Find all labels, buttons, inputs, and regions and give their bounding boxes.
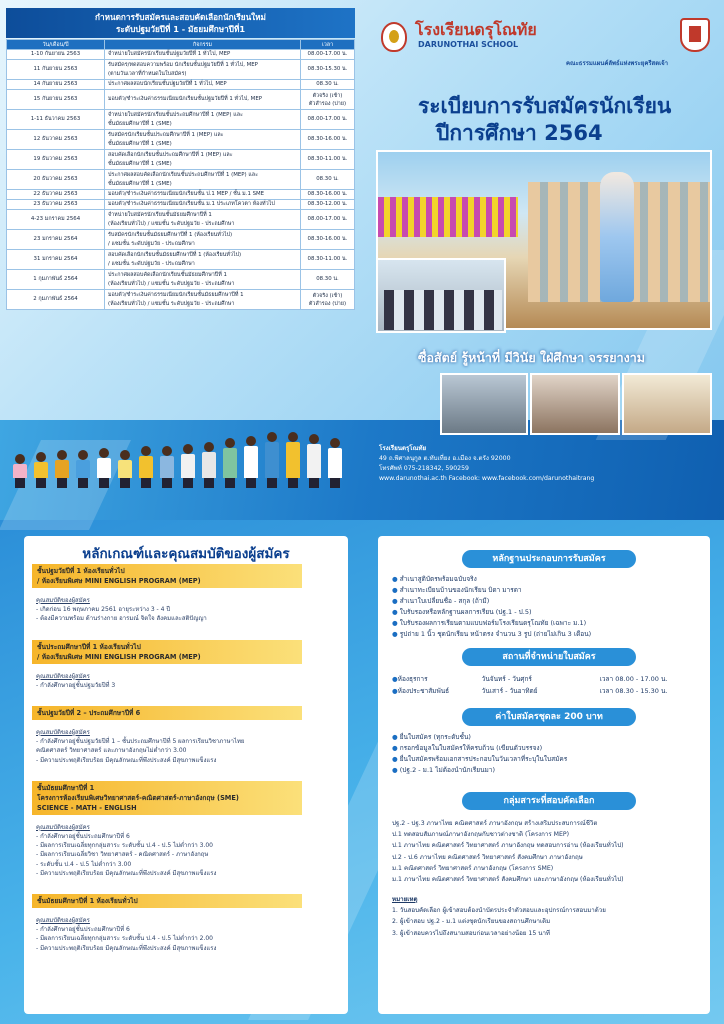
student-legs bbox=[57, 478, 67, 488]
schedule-time bbox=[301, 230, 355, 250]
activity-line: (ห้องเรียนทั่วไป) / แซมชั้น ระดับปฐมวัย - ประถมศึกษา bbox=[108, 280, 235, 287]
evidence-text: สำเนาทะเบียนบ้านของนักเรียน บิดา มารดา bbox=[399, 586, 522, 594]
student-head bbox=[57, 450, 67, 460]
schedule-time bbox=[301, 170, 355, 190]
student-legs bbox=[36, 478, 46, 488]
student-head bbox=[99, 448, 109, 458]
schedule-time bbox=[301, 90, 355, 110]
student-body bbox=[55, 460, 69, 478]
activity-line: จำหน่ายใบสมัครนักเรียนชั้นประถมศึกษาปีที่ 1 (MEP) และ bbox=[108, 111, 243, 118]
time-line: 08.30-16.00 น. bbox=[307, 136, 348, 142]
student-legs bbox=[141, 478, 151, 488]
activity-line: ชั้นมัธยมศึกษาปีที่ 1 (SME) bbox=[108, 140, 172, 147]
bullet-icon: ● bbox=[392, 608, 400, 616]
contact-web[interactable]: www.darunothai.ac.th Facebook: www.facebook.com/darunothaitrang bbox=[379, 475, 595, 482]
bullet-icon: ● bbox=[392, 586, 400, 594]
subjects-title: กลุ่มสาระที่สอบคัดเลือก bbox=[462, 792, 636, 810]
qualification-item: - ระดับชั้น ป.4 - ป.5 ไม่ต่ำกว่า 3.00 bbox=[36, 860, 132, 868]
qualification-list bbox=[36, 823, 216, 878]
subject-item: ป.2 - ป.6 ภาษาไทย คณิตศาสตร์ วิทยาศาสตร์ สังคมศึกษา ภาษาอังกฤษ bbox=[392, 853, 583, 861]
student-legs bbox=[288, 478, 298, 488]
activity-line: (ตามวันเวลาที่กำหนดในใบสมัคร) bbox=[108, 70, 187, 77]
schedule-row bbox=[7, 170, 355, 190]
statue bbox=[600, 172, 634, 302]
evidence-item bbox=[392, 596, 591, 607]
criteria-panel bbox=[24, 536, 348, 1014]
schedule-activity bbox=[105, 210, 301, 230]
schedule-activity bbox=[105, 230, 301, 250]
qualification-item: - มีผลการเรียนเฉลี่ยทุกกลุ่มสาระ ระดับชั้น ป.4 - ป.5 ไม่ต่ำกว่า 3.00 bbox=[36, 842, 213, 850]
subject-item: ม.1 คณิตศาสตร์ วิทยาศาสตร์ ภาษาอังกฤษ (โครงการ SME) bbox=[392, 864, 554, 872]
schedule-title bbox=[6, 8, 355, 38]
crest-logo-icon bbox=[680, 18, 710, 52]
schedule-row bbox=[7, 80, 355, 90]
student-figure bbox=[306, 434, 322, 488]
schedule-date: 31 มกราคม 2564 bbox=[7, 250, 105, 270]
schedule-time bbox=[301, 130, 355, 150]
qualification-label: คุณสมบัติของผู้สมัคร bbox=[36, 917, 90, 924]
student-legs bbox=[246, 478, 256, 488]
schedule-time bbox=[301, 60, 355, 80]
schedule-time bbox=[301, 50, 355, 60]
activity-line: มอบตัว/ชำระเงินค่าธรรมเนียมนักเรียนชั้น ม.1 ประเภทโควตา ห้องทั่วไป bbox=[108, 201, 275, 207]
fee-item bbox=[392, 732, 567, 743]
schedule-date: 23 มกราคม 2564 bbox=[7, 230, 105, 250]
student-head bbox=[246, 436, 256, 446]
activity-line: ชั้นมัธยมศึกษาปีที่ 1 (SME) bbox=[108, 180, 172, 187]
schedule-activity bbox=[105, 250, 301, 270]
time-line: 08.30-11.00 น. bbox=[307, 256, 348, 262]
student-figure bbox=[117, 450, 133, 488]
evidence-item bbox=[392, 618, 591, 629]
time-line: 08.30-15.30 น. bbox=[307, 66, 348, 72]
qualification-item: - มีความประพฤติเรียบร้อย มีคุณลักษณะที่พึงประสงค์ มีสุขภาพแข็งแรง bbox=[36, 756, 217, 764]
col-header-activity: กิจกรรม bbox=[105, 40, 301, 50]
student-body bbox=[307, 444, 321, 478]
student-legs bbox=[78, 478, 88, 488]
student-body bbox=[202, 452, 216, 478]
schedule-activity bbox=[105, 60, 301, 80]
schedule-row bbox=[7, 230, 355, 250]
schedule-activity bbox=[105, 150, 301, 170]
qualification-label: คุณสมบัติของผู้สมัคร bbox=[36, 597, 90, 604]
student-head bbox=[330, 438, 340, 448]
headline-line1: ระเบียบการรับสมัครนักเรียน bbox=[418, 94, 672, 118]
bullet-icon: ● bbox=[392, 687, 398, 695]
schedule-row bbox=[7, 110, 355, 130]
activity-line: ชั้นมัธยมศึกษาปีที่ 1 (SME) bbox=[108, 160, 172, 167]
time-line: ตัวจริง (เช้า) bbox=[312, 292, 343, 299]
level-line: ชั้นประถมศึกษาปีที่ 1 ห้องเรียนทั่วไป bbox=[37, 642, 141, 651]
sales-time: เวลา 08.00 - 17.00 น. bbox=[599, 675, 668, 683]
schedule-title-line1: กำหนดการรับสมัครและสอบคัดเลือกนักเรียนใหม่ bbox=[95, 12, 266, 22]
activity-line: สอบคัดเลือกนักเรียนชั้นมัธยมศึกษาปีที่ 1 (ห้องเรียนทั่วไป) bbox=[108, 251, 242, 258]
sales-row bbox=[392, 674, 692, 684]
student-figure bbox=[222, 438, 238, 488]
subject-item: ม.1 ภาษาไทย คณิตศาสตร์ วิทยาศาสตร์ สังคมศึกษา และภาษาอังกฤษ (ห้องเรียนทั่วไป) bbox=[392, 876, 624, 884]
fee-title: ค่าใบสมัครชุดละ 200 บาท bbox=[462, 708, 636, 726]
schedule-date: 1-10 กันยายน 2563 bbox=[7, 50, 105, 60]
student-legs bbox=[183, 478, 193, 488]
level-line: ชั้นมัธยมศึกษาปีที่ 1 bbox=[37, 783, 95, 792]
classroom-photo bbox=[440, 373, 528, 435]
schedule-activity bbox=[105, 90, 301, 110]
activity-line: จำหน่ายใบสมัครนักเรียนชั้นมัธยมศึกษาปีที่ 1 bbox=[108, 211, 212, 218]
qualification-item: คณิตศาสตร์ วิทยาศาสตร์ และภาษาอังกฤษไม่ต่ำกว่า 3.00 bbox=[36, 747, 187, 755]
schedule-activity bbox=[105, 110, 301, 130]
qualification-item: - กำลังศึกษาอยู่ชั้นปฐมวัยปีที่ 1 – ชั้นประถมศึกษาปีที่ 5 ผลการเรียนวิชาภาษาไทย bbox=[36, 738, 245, 746]
subject-item: ป.1 ภาษาไทย คณิตศาสตร์ วิทยาศาสตร์ ภาษาอังกฤษ ทดสอบการอ่าน (ห้องเรียนทั่วไป) bbox=[392, 842, 624, 850]
fee-text: กรอกข้อมูลในใบสมัครให้ครบถ้วน (เขียนตัวบรรจง) bbox=[399, 744, 543, 752]
student-body bbox=[160, 456, 174, 478]
students-photo bbox=[12, 428, 352, 488]
activity-line: รับสมัครนักเรียนชั้นประถมศึกษาปีที่ 1 (MEP) และ bbox=[108, 131, 224, 138]
qualification-item: - กำลังศึกษาอยู่ชั้นประถมศึกษาปีที่ 6 bbox=[36, 926, 130, 934]
sales-time: เวลา 08.30 - 15.30 น. bbox=[599, 687, 668, 695]
qualification-list bbox=[36, 916, 216, 953]
qualification-item: - เกิดก่อน 16 พฤษภาคม 2561 อายุระหว่าง 3 - 4 ปี bbox=[36, 606, 171, 614]
subject-item: ปฐ.2 - ปฐ.3 ภาษาไทย คณิตศาสตร์ ภาษาอังกฤษ สร้างเสริมประสบการณ์ชีวิต bbox=[392, 820, 598, 827]
time-line: ตัวสำรอง (บ่าย) bbox=[308, 300, 347, 307]
evidence-text: สำเนาสูติบัตรพร้อมฉบับจริง bbox=[399, 575, 477, 583]
evidence-text: ใบรับรองหรือหลักฐานผลการเรียน (ปฐ.1 - ป.5) bbox=[399, 608, 532, 616]
schedule-activity bbox=[105, 80, 301, 90]
schedule-time bbox=[301, 290, 355, 310]
time-line: 08.00-17.00 น. bbox=[307, 116, 348, 122]
time-line: 08.30-16.00 น. bbox=[307, 236, 348, 242]
schedule-time bbox=[301, 190, 355, 200]
level-line: ชั้นมัธยมศึกษาปีที่ 1 ห้องเรียนทั่วไป bbox=[37, 897, 138, 905]
student-legs bbox=[309, 478, 319, 488]
sales-days: วันเสาร์ - วันอาทิตย์ bbox=[481, 687, 538, 695]
level-line: / ห้องเรียนพิเศษ MINI ENGLISH PROGRAM (MEP) bbox=[37, 577, 201, 585]
schedule-time bbox=[301, 150, 355, 170]
note-item: 2. ผู้เข้าสอบ ปฐ.2 - ม.1 แต่งชุดนักเรียนของสถานศึกษาเดิม bbox=[392, 918, 551, 926]
student-figure bbox=[54, 450, 70, 488]
fee-item bbox=[392, 765, 567, 776]
student-body bbox=[223, 448, 237, 478]
student-body bbox=[13, 464, 27, 478]
schedule-row bbox=[7, 200, 355, 210]
schedule-date: 4-23 มกราคม 2564 bbox=[7, 210, 105, 230]
schedule-row bbox=[7, 150, 355, 170]
student-body bbox=[286, 442, 300, 478]
student-body bbox=[34, 462, 48, 478]
school-motto: ซื่อสัตย์ รู้หน้าที่ มีวินัย ใฝ่ศึกษา จรรยางาม bbox=[418, 350, 646, 365]
schedule-panel bbox=[6, 8, 355, 310]
qualification-list bbox=[36, 596, 207, 624]
schedule-activity bbox=[105, 170, 301, 190]
schedule-activity bbox=[105, 130, 301, 150]
contact-address: 49 ถ.พิศาลนุกูล ต.ทับเที่ยง อ.เมือง จ.ตรัง 92000 bbox=[379, 455, 511, 462]
time-line: 08.00-17.00 น. bbox=[307, 216, 348, 222]
student-body bbox=[328, 448, 342, 478]
headline-line2: ปีการศึกษา 2564 bbox=[436, 121, 603, 145]
student-body bbox=[118, 460, 132, 478]
level-bar bbox=[32, 781, 302, 815]
note-item: 1. วันสอบคัดเลือก ผู้เข้าสอบต้องนำบัตรประจำตัวสอบและอุปกรณ์การสอบมาด้วย bbox=[392, 907, 606, 915]
bullet-icon: ● bbox=[392, 733, 400, 741]
schedule-time bbox=[301, 270, 355, 290]
time-line: 08.30 น. bbox=[316, 81, 339, 87]
schedule-date: 20 ธันวาคม 2563 bbox=[7, 170, 105, 190]
school-logo-icon bbox=[381, 22, 407, 52]
student-legs bbox=[330, 478, 340, 488]
schedule-activity bbox=[105, 50, 301, 60]
student-body bbox=[76, 460, 90, 478]
notes-list bbox=[392, 894, 606, 939]
student-figure bbox=[12, 454, 28, 488]
student-head bbox=[267, 432, 277, 442]
student-head bbox=[225, 438, 235, 448]
religious-order-label: คณะธรรมแผนค์ลัพธ์แห่งพระยุครีสตเจ้า bbox=[566, 60, 669, 67]
activity-line: ประกาศผลสอบคัดเลือกนักเรียนชั้นประถมศึกษาปีที่ 1 (MEP) และ bbox=[108, 171, 258, 178]
student-legs bbox=[225, 478, 235, 488]
student-head bbox=[288, 432, 298, 442]
student-legs bbox=[99, 478, 109, 488]
evidence-list bbox=[392, 574, 591, 640]
student-figure bbox=[96, 448, 112, 488]
schedule-date: 11 กันยายน 2563 bbox=[7, 60, 105, 80]
level-line: / ห้องเรียนพิเศษ MINI ENGLISH PROGRAM (MEP) bbox=[37, 652, 201, 661]
student-figure bbox=[75, 450, 91, 488]
student-head bbox=[204, 442, 214, 452]
fee-item bbox=[392, 754, 567, 765]
computer-lab-photo bbox=[376, 258, 506, 333]
student-figure bbox=[285, 432, 301, 488]
qualification-label: คุณสมบัติของผู้สมัคร bbox=[36, 729, 90, 736]
student-figure bbox=[327, 438, 343, 488]
student-body bbox=[97, 458, 111, 478]
activity-line: มอบตัว/ชำระเงินค่าธรรมเนียมนักเรียนชั้นมัธยมศึกษาปีที่ 1 bbox=[108, 291, 244, 298]
col-header-date: วัน/เดือน/ปี bbox=[7, 40, 105, 50]
qualification-list bbox=[36, 672, 115, 690]
student-head bbox=[162, 446, 172, 456]
qualification-item: - มีผลการเรียนเฉลี่ยวิชา วิทยาศาสตร์ - คณิตศาสตร์ - ภาษาอังกฤษ bbox=[36, 851, 209, 859]
schedule-date: 2 กุมภาพันธ์ 2564 bbox=[7, 290, 105, 310]
student-body bbox=[139, 456, 153, 478]
bullet-icon: ● bbox=[392, 744, 400, 752]
sales-days: วันจันทร์ - วันศุกร์ bbox=[481, 675, 532, 683]
activity-photo bbox=[530, 373, 620, 435]
activity-line: (ห้องเรียนทั่วไป) / แซมชั้น ระดับปฐมวัย - ประถมศึกษา bbox=[108, 220, 235, 227]
evidence-text: รูปถ่าย 1 นิ้ว ชุดนักเรียน หน้าตรง จำนวน 3 รูป (ถ่ายไม่เกิน 3 เดือน) bbox=[399, 630, 592, 638]
student-figure bbox=[180, 444, 196, 488]
student-body bbox=[265, 442, 279, 478]
student-figure bbox=[264, 432, 280, 488]
bullet-icon: ● bbox=[392, 575, 400, 583]
activity-line: / แซมชั้น ระดับปฐมวัย - ประถมศึกษา bbox=[108, 260, 195, 267]
schedule-header-row bbox=[7, 40, 355, 50]
sales-place: ห้องธุรการ bbox=[397, 675, 428, 683]
schedule-time bbox=[301, 110, 355, 130]
student-figure bbox=[159, 446, 175, 488]
bullet-icon: ● bbox=[392, 597, 400, 605]
sales-row bbox=[392, 686, 692, 696]
sales-place: ห้องประชาสัมพันธ์ bbox=[397, 687, 450, 695]
contact-school: โรงเรียนดรุโณทัย bbox=[379, 445, 427, 452]
schedule-row bbox=[7, 130, 355, 150]
level-bar bbox=[32, 894, 302, 908]
evidence-item bbox=[392, 585, 591, 596]
schedule-activity bbox=[105, 290, 301, 310]
qualification-list bbox=[36, 728, 244, 765]
time-line: 08.30 น. bbox=[316, 176, 339, 182]
schedule-date: 15 กันยายน 2563 bbox=[7, 90, 105, 110]
qualification-item: - มีความประพฤติเรียบร้อย มีคุณลักษณะที่พึงประสงค์ มีสุขภาพแข็งแรง bbox=[36, 869, 217, 877]
student-figure bbox=[33, 452, 49, 488]
qualification-item: - กำลังศึกษาอยู่ชั้นประถมศึกษาปีที่ 6 bbox=[36, 833, 130, 840]
student-figure bbox=[243, 436, 259, 488]
qualification-label: คุณสมบัติของผู้สมัคร bbox=[36, 823, 90, 831]
contact-info bbox=[379, 444, 594, 484]
schedule-activity bbox=[105, 190, 301, 200]
schedule-date: 1-11 ธันวาคม 2563 bbox=[7, 110, 105, 130]
schedule-row bbox=[7, 290, 355, 310]
fee-item bbox=[392, 743, 567, 754]
student-head bbox=[78, 450, 88, 460]
student-legs bbox=[267, 478, 277, 488]
qualification-item: - กำลังศึกษาอยู่ชั้นปฐมวัยปีที่ 3 bbox=[36, 681, 116, 689]
fee-text: ยื่นใบสมัคร (ทุกระดับชั้น) bbox=[399, 733, 471, 741]
level-bar bbox=[32, 706, 302, 720]
schedule-activity bbox=[105, 200, 301, 210]
schedule-row bbox=[7, 270, 355, 290]
subject-item: ป.1 ทดสอบสัมภาษณ์ภาษาอังกฤษกับชาวต่างชาติ (โครงการ MEP) bbox=[392, 831, 570, 839]
activity-line: สอบคัดเลือกนักเรียนชั้นประถมศึกษาปีที่ 1 (MEP) และ bbox=[108, 151, 233, 158]
schedule-row bbox=[7, 190, 355, 200]
evidence-text: ใบรับรองผลการเรียนตามแบบฟอร์มโรงเรียนดรุโณทัย (เฉพาะ ม.1) bbox=[399, 619, 587, 627]
criteria-heading: หลักเกณฑ์และคุณสมบัติของผู้สมัคร bbox=[82, 546, 290, 562]
school-name-english: DARUNOTHAI SCHOOL bbox=[418, 40, 519, 49]
time-line: ตัวจริง (เช้า) bbox=[312, 92, 343, 99]
level-line: ชั้นปฐมวัยปีที่ 1 ห้องเรียนทั่วไป bbox=[37, 567, 125, 575]
schedule-row bbox=[7, 60, 355, 80]
student-legs bbox=[162, 478, 172, 488]
evidence-title: หลักฐานประกอบการรับสมัคร bbox=[462, 550, 636, 568]
evidence-text: สำเนาใบเปลี่ยนชื่อ - สกุล (ถ้ามี) bbox=[399, 597, 490, 605]
schedule-time bbox=[301, 80, 355, 90]
student-head bbox=[120, 450, 130, 460]
kids-activity-photo bbox=[622, 373, 712, 435]
level-line: SCIENCE - MATH - ENGLISH bbox=[37, 803, 137, 812]
schedule-row bbox=[7, 210, 355, 230]
student-body bbox=[181, 454, 195, 478]
qualification-item: - ต้องมีความพร้อม ด้านร่างกาย อารมณ์ จิตใจ สังคมและสติปัญญา bbox=[36, 615, 207, 623]
time-line: 08.00-17.00 น. bbox=[307, 51, 348, 57]
student-legs bbox=[204, 478, 214, 488]
schedule-row bbox=[7, 90, 355, 110]
col-header-time: เวลา bbox=[301, 40, 355, 50]
qualification-item: - มีผลการเรียนเฉลี่ยทุกกลุ่มสาระ ระดับชั้น ป.4 - ป.5 ไม่ต่ำกว่า 2.00 bbox=[36, 935, 213, 943]
schedule-time bbox=[301, 210, 355, 230]
schedule-time bbox=[301, 250, 355, 270]
schedule-title-line2: ระดับปฐมวัยปีที่ 1 - มัธยมศึกษาปีที่1 bbox=[115, 24, 246, 34]
notes-title: หมายเหตุ bbox=[392, 896, 418, 903]
school-name-thai: โรงเรียนดรุโณทัย bbox=[415, 20, 537, 39]
evidence-item bbox=[392, 574, 591, 585]
fee-text: (ปฐ.2 - ม.1 ไม่ต้องนำนักเรียนมา) bbox=[399, 766, 495, 774]
schedule-table bbox=[6, 39, 355, 310]
level-line: ชั้นปฐมวัยปีที่ 2 – ประถมศึกษาปีที่ 6 bbox=[37, 709, 141, 717]
flower-garden bbox=[378, 197, 518, 237]
info-panel bbox=[378, 536, 710, 1014]
student-head bbox=[15, 454, 25, 464]
student-head bbox=[183, 444, 193, 454]
level-bar bbox=[32, 640, 302, 664]
evidence-item bbox=[392, 607, 591, 618]
schedule-row bbox=[7, 250, 355, 270]
activity-line: มอบตัว/ชำระเงินค่าธรรมเนียมนักเรียนชั้นปฐมวัยปีที่ 1 ทั่วไป, MEP bbox=[108, 96, 262, 102]
schedule-date: 12 ธันวาคม 2563 bbox=[7, 130, 105, 150]
note-item: 3. ผู้เข้าสอบควรไปถึงสนามสอบก่อนเวลาอย่างน้อย 15 นาที bbox=[392, 929, 551, 937]
schedule-date: 23 ธันวาคม 2563 bbox=[7, 200, 105, 210]
activity-line: ชั้นมัธยมศึกษาปีที่ 1 (SME) bbox=[108, 120, 172, 127]
activity-line: ประกาศผลสอบนักเรียนชั้นปฐมวัยปีที่ 1 ทั่วไป, MEP bbox=[108, 81, 227, 87]
fee-text: ยื่นใบสมัครพร้อมเอกสารประกอบในวันเวลาที่ระบุในใบสมัคร bbox=[399, 755, 568, 763]
activity-line: จำหน่ายใบสมัครนักเรียนชั้นปฐมวัยปีที่ 1 ทั่วไป, MEP bbox=[108, 51, 231, 57]
student-legs bbox=[15, 478, 25, 488]
bullet-icon: ● bbox=[392, 766, 400, 774]
time-line: 08.30-12.00 น. bbox=[307, 201, 348, 207]
activity-line: รับสมัคร/ทดสอบความพร้อม นักเรียนชั้นปฐมวัยปีที่ 1 ทั่วไป, MEP bbox=[108, 61, 258, 68]
qualification-label: คุณสมบัติของผู้สมัคร bbox=[36, 672, 90, 680]
student-legs bbox=[120, 478, 130, 488]
subjects-list bbox=[392, 818, 624, 885]
bullet-icon: ● bbox=[392, 630, 400, 638]
bullet-icon: ● bbox=[392, 619, 400, 627]
schedule-date: 22 ธันวาคม 2563 bbox=[7, 190, 105, 200]
time-line: 08.30-16.00 น. bbox=[307, 191, 348, 197]
qualification-item: - มีความประพฤติเรียบร้อย มีคุณลักษณะที่พึงประสงค์ มีสุขภาพแข็งแรง bbox=[36, 944, 217, 952]
time-line: 08.30-11.00 น. bbox=[307, 156, 348, 162]
schedule-date: 1 กุมภาพันธ์ 2564 bbox=[7, 270, 105, 290]
student-head bbox=[141, 446, 151, 456]
evidence-item bbox=[392, 629, 591, 640]
activity-line: รับสมัครนักเรียนชั้นมัธยมศึกษาปีที่ 1 (ห้องเรียนทั่วไป) bbox=[108, 231, 233, 238]
bullet-icon: ● bbox=[392, 755, 400, 763]
level-bar bbox=[32, 564, 302, 588]
schedule-row bbox=[7, 50, 355, 60]
sales-title: สถานที่จำหน่ายใบสมัคร bbox=[462, 648, 636, 666]
time-line: ตัวสำรอง (บ่าย) bbox=[308, 100, 347, 107]
level-line: โครงการห้องเรียนพิเศษวิทยาศาสตร์-คณิตศาสตร์-ภาษาอังกฤษ (SME) bbox=[37, 793, 239, 802]
student-body bbox=[244, 446, 258, 478]
activity-line: มอบตัว/ชำระเงินค่าธรรมเนียมนักเรียนชั้น ป.1 MEP / ชั้น ม.1 SME bbox=[108, 191, 265, 197]
contact-phone: โทรศัพท์ 075-218342, 590259 bbox=[379, 465, 469, 472]
student-figure bbox=[201, 442, 217, 488]
schedule-time bbox=[301, 200, 355, 210]
schedule-date: 14 กันยายน 2563 bbox=[7, 80, 105, 90]
bullet-icon: ● bbox=[392, 675, 398, 683]
student-head bbox=[309, 434, 319, 444]
student-head bbox=[36, 452, 46, 462]
fee-list bbox=[392, 732, 567, 776]
student-figure bbox=[138, 446, 154, 488]
activity-line: / แซมชั้น ระดับปฐมวัย - ประถมศึกษา bbox=[108, 240, 195, 247]
schedule-activity bbox=[105, 270, 301, 290]
activity-line: (ห้องเรียนทั่วไป) / แซมชั้น ระดับปฐมวัย - ประถมศึกษา bbox=[108, 300, 235, 307]
schedule-date: 19 ธันวาคม 2563 bbox=[7, 150, 105, 170]
activity-line: ประกาศผลสอบคัดเลือกนักเรียนชั้นมัธยมศึกษาปีที่ 1 bbox=[108, 271, 227, 278]
time-line: 08.30 น. bbox=[316, 276, 339, 282]
